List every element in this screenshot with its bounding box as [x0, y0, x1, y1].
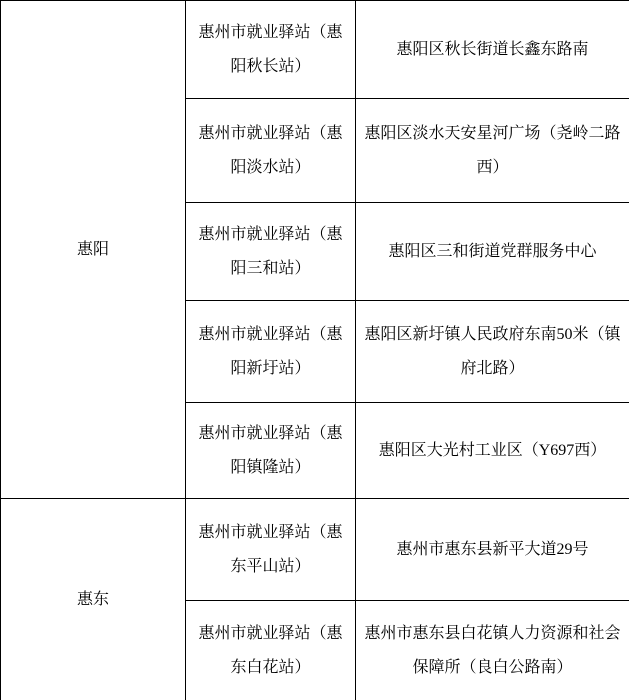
address-cell: 惠阳区三和街道党群服务中心 — [356, 203, 629, 301]
table-row — [1, 499, 629, 601]
station-cell: 惠州市就业驿站（惠阳三和站） — [186, 203, 356, 301]
address-cell: 惠阳区大光村工业区（Y697西） — [356, 403, 629, 499]
address-cell: 惠州市惠东县白花镇人力资源和社会保障所（良白公路南） — [356, 601, 629, 700]
station-cell: 惠州市就业驿站（惠东白花站） — [186, 601, 356, 700]
region-cell-huiyang: 惠阳 — [1, 1, 186, 499]
station-cell: 惠州市就业驿站（惠阳镇隆站） — [186, 403, 356, 499]
address-cell: 惠阳区秋长街道长鑫东路南 — [356, 1, 629, 99]
station-cell: 惠州市就业驿站（惠东平山站） — [186, 499, 356, 601]
station-cell: 惠州市就业驿站（惠阳新圩站） — [186, 301, 356, 403]
address-cell: 惠阳区淡水天安星河广场（尧岭二路西） — [356, 99, 629, 203]
station-cell: 惠州市就业驿站（惠阳秋长站） — [186, 1, 356, 99]
station-cell: 惠州市就业驿站（惠阳淡水站） — [186, 99, 356, 203]
region-cell-huidong: 惠东 — [1, 499, 186, 700]
address-cell: 惠州市惠东县新平大道29号 — [356, 499, 629, 601]
address-cell: 惠阳区新圩镇人民政府东南50米（镇府北路） — [356, 301, 629, 403]
table-row — [1, 1, 629, 99]
